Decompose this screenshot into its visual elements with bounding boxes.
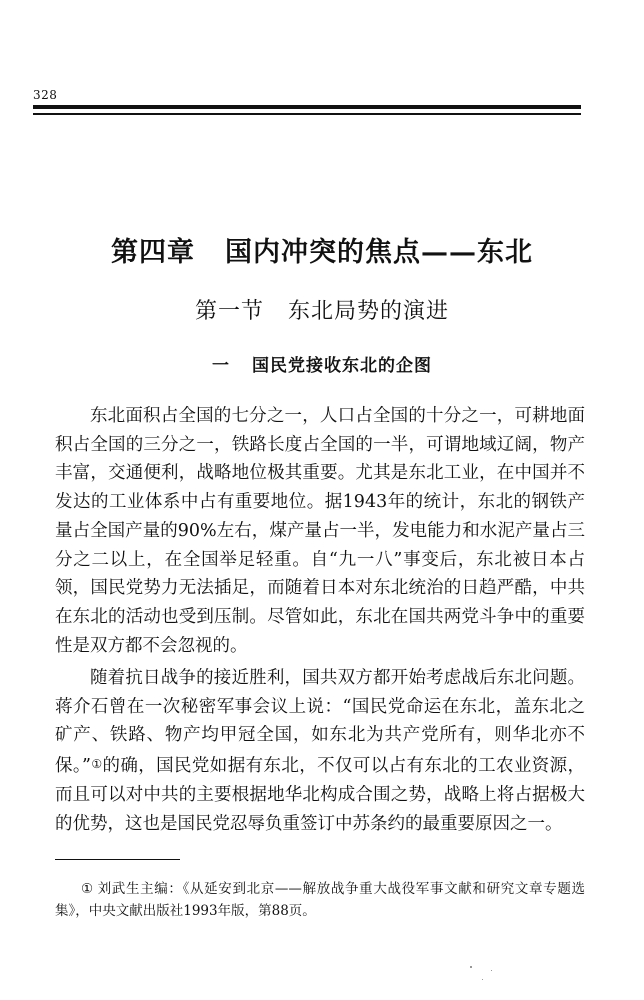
chapter-title: 国内冲突的焦点——东北 (225, 237, 533, 268)
body-paragraph-2-block (55, 664, 585, 838)
scan-speck (470, 966, 472, 968)
footnote-reference: ① (90, 757, 103, 772)
paragraph-2-text-a: 随着抗日战争的接近胜利，国共双方都开始考虑战后东北问题。蒋介石曾在一次秘密军事会议上说：“国民党命运在东北，盖东北之矿产、铁路、物产均甲冠全国，如东北为共产党所有，则华北亦不保。” (55, 668, 585, 777)
footnote-marker: ① (81, 881, 94, 897)
header-rule-thin (33, 113, 581, 115)
scan-speck (491, 970, 492, 971)
section-number: 第一节 (194, 299, 264, 324)
chapter-number: 第四章 (111, 237, 195, 268)
footnote-separator (55, 859, 180, 860)
subsection-heading (0, 351, 644, 376)
subsection-number: 一 (212, 356, 230, 376)
body-paragraph-1-block (55, 402, 585, 660)
paragraph-2-text-b: 的确，国民党如据有东北，不仅可以占有东北的工农业资源，而且可以对中共的主要根据地华北构成合围之势，战略上将占据极大的优势，这也是国民党忍辱负重签订中苏条约的最重要原因之一。 (55, 756, 585, 834)
chapter-heading (0, 230, 644, 269)
page-number: 328 (33, 88, 58, 102)
footnote (55, 878, 585, 922)
header-rule-thick (33, 105, 581, 109)
footnote-text: 刘武生主编：《从延安到北京——解放战争重大战役军事文献和研究文章专题选集》，中央文献出版社1993年版，第88页。 (55, 881, 585, 919)
section-title: 东北局势的演进 (288, 299, 450, 324)
body-paragraph-1: 东北面积占全国的七分之一，人口占全国的十分之一，可耕地面积占全国的三分之一，铁路长度占全国的一半，可谓地域辽阔，物产丰富，交通便利，战略地位极其重要。尤其是东北工业，在中国并不发达的工业体系中占有重要地位。据1943年的统计，东北的钢铁产量占全国产量的90%左右，煤产量占一半，发电能力和水泥产量占三分之二以上，在全国举足轻重。自“九一八”事变后，东北被日本占领，国民党势力无法插足，而随着日本对东北统治的日趋严酷，中共在东北的活动也受到压制。尽管如此，东北在国共两党斗争中的重要性是双方都不会忽视的。 (55, 406, 585, 656)
section-heading (0, 294, 644, 325)
scan-speck (482, 979, 483, 980)
subsection-title: 国民党接收东北的企图 (252, 356, 432, 376)
body-paragraph-2 (55, 664, 585, 838)
